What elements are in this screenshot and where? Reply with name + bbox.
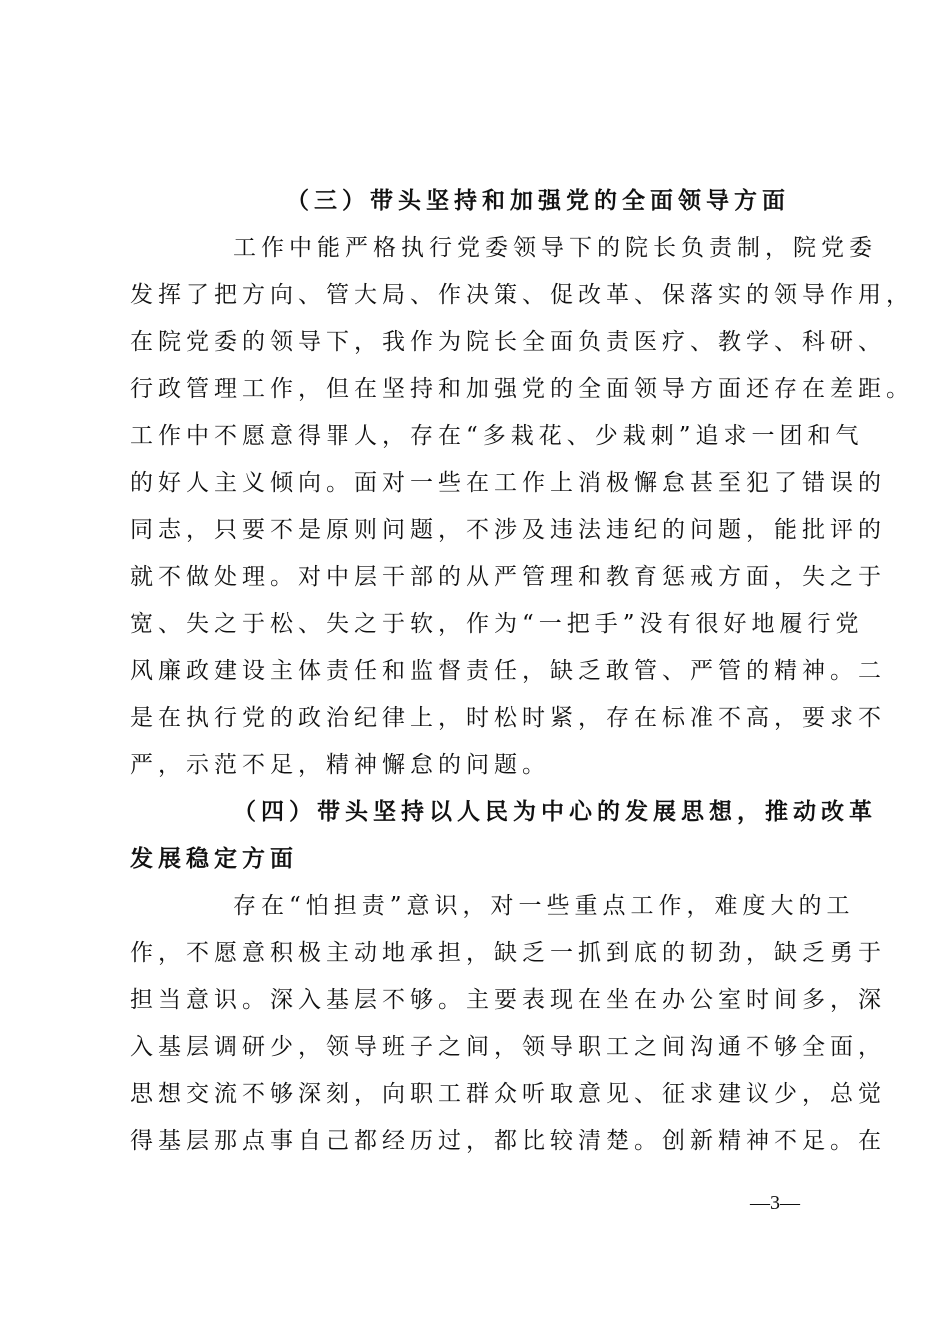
section-4-paragraph-line: 入基层调研少，领导班子之间，领导职工之间沟通不够全面， bbox=[130, 1034, 886, 1060]
section-4-paragraph-line: 作，不愿意积极主动地承担，缺乏一抓到底的韧劲，缺乏勇于 bbox=[130, 940, 886, 966]
section-3-heading: （三）带头坚持和加强党的全面领导方面 bbox=[286, 187, 790, 214]
section-4-paragraph-line: 存在“怕担责”意识，对一些重点工作，难度大的工 bbox=[233, 893, 855, 919]
page-number: —3— bbox=[750, 1192, 800, 1214]
section-3-paragraph-line: 是在执行党的政治纪律上，时松时紧，存在标准不高，要求不 bbox=[130, 705, 886, 731]
section-3-paragraph-line: 在院党委的领导下，我作为院长全面负责医疗、教学、科研、 bbox=[130, 329, 886, 355]
section-3-paragraph-line: 工作中能严格执行党委领导下的院长负责制，院党委 bbox=[233, 235, 877, 261]
section-4-paragraph-line: 担当意识。深入基层不够。主要表现在坐在办公室时间多，深 bbox=[130, 987, 886, 1013]
section-3-paragraph-line: 风廉政建设主体责任和监督责任，缺乏敢管、严管的精神。二 bbox=[130, 658, 886, 684]
section-4-heading-continued: 发展稳定方面 bbox=[130, 845, 298, 872]
section-3-paragraph-line: 发挥了把方向、管大局、作决策、促改革、保落实的领导作用， bbox=[130, 282, 914, 308]
section-3-paragraph-line: 严，示范不足，精神懈怠的问题。 bbox=[130, 752, 550, 778]
section-3-paragraph-line: 就不做处理。对中层干部的从严管理和教育惩戒方面，失之于 bbox=[130, 564, 886, 590]
section-4-heading: （四）带头坚持以人民为中心的发展思想，推动改革 bbox=[233, 798, 877, 825]
section-4-paragraph-line: 思想交流不够深刻，向职工群众听取意见、征求建议少，总觉 bbox=[130, 1081, 886, 1107]
section-3-paragraph-line: 工作中不愿意得罪人，存在“多栽花、少栽刺”追求一团和气 bbox=[130, 423, 864, 449]
section-3-paragraph-line: 的好人主义倾向。面对一些在工作上消极懈怠甚至犯了错误的 bbox=[130, 470, 886, 496]
section-3-paragraph-line: 同志，只要不是原则问题，不涉及违法违纪的问题，能批评的 bbox=[130, 517, 886, 543]
section-4-paragraph-line: 得基层那点事自己都经历过，都比较清楚。创新精神不足。在 bbox=[130, 1128, 886, 1154]
section-3-paragraph-line: 宽、失之于松、失之于软，作为“一把手”没有很好地履行党 bbox=[130, 611, 864, 637]
section-3-paragraph-line: 行政管理工作，但在坚持和加强党的全面领导方面还存在差距。 bbox=[130, 376, 914, 402]
